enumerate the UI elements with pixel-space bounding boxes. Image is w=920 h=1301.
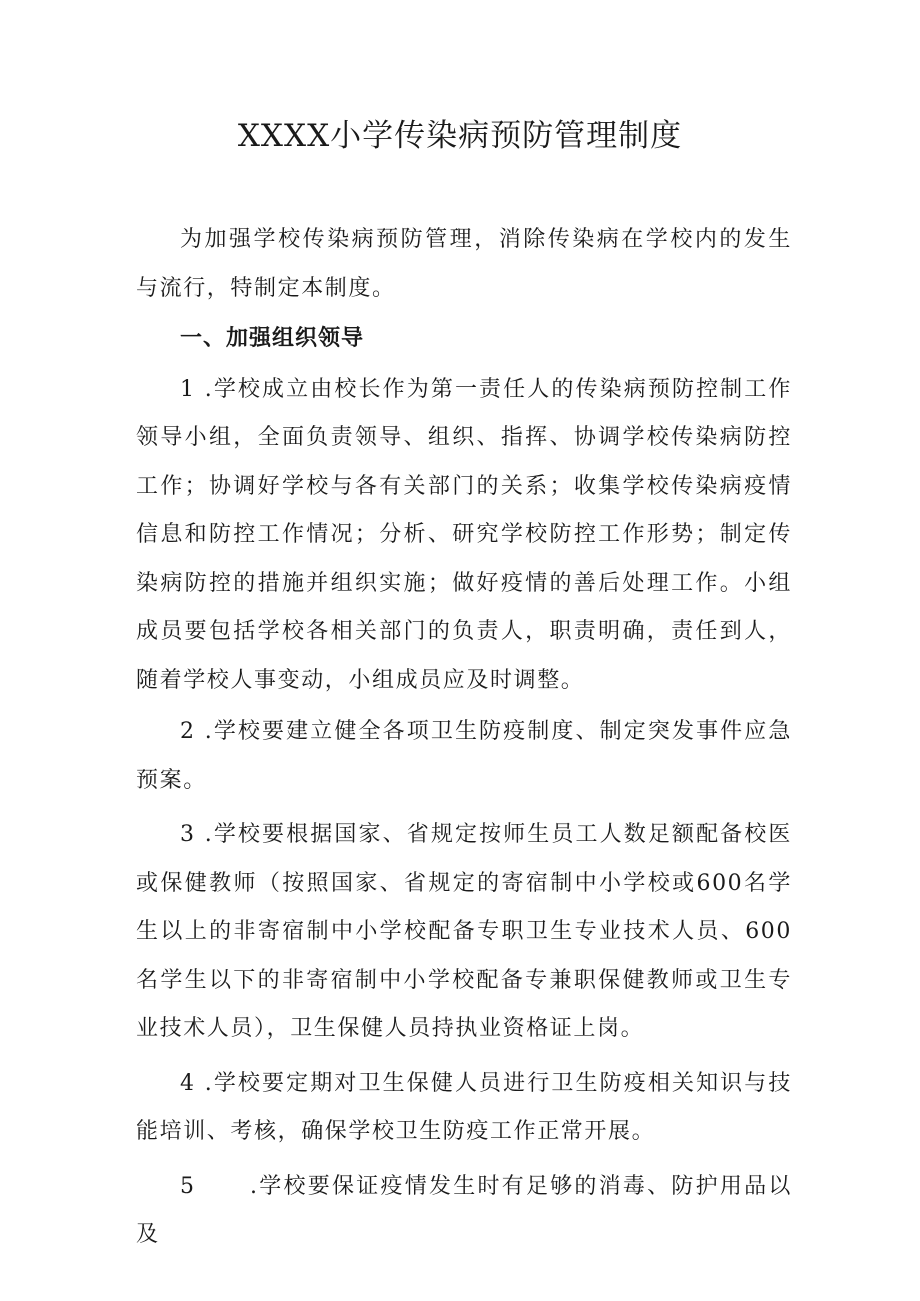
- item-text: .学校要定期对卫生保健人员进行卫生防疫相关知识与技能培训、考核，确保学校卫生防疫工作正常开展。: [136, 1070, 792, 1144]
- list-item-3: [136, 811, 792, 1054]
- item-number: 4: [180, 1070, 196, 1096]
- item-number: 3: [180, 822, 196, 847]
- document-title: XXXX小学传染病预防管理制度: [237, 118, 683, 154]
- item-number: 1: [180, 376, 196, 402]
- item-number: 2: [180, 719, 196, 744]
- intro-paragraph: 为加强学校传染病预防管理，消除传染病在学校内的发生与流行，特制定本制度。: [136, 227, 792, 301]
- section-heading: 一、加强组织领导: [180, 326, 365, 351]
- item-number: 5: [180, 1173, 196, 1199]
- document-body: [136, 216, 792, 1263]
- list-item-5: [136, 1163, 792, 1260]
- item-text: .学校要保证疫情发生时有足够的消毒、防护用品以及: [136, 1173, 792, 1247]
- item-text: .学校要根据国家、省规定按师生员工人数足额配备校医或保健教师（按照国家、省规定的寄宿制中小学校或600名学生以上的非寄宿制中小学校配备专职卫生专业技术人员、600名学生以下的非寄宿制中小学校配备专兼职保健教师或卫生专业技术人员），卫生保健人员持执业资格证上岗。: [136, 822, 792, 1041]
- item-text: .学校成立由校长作为第一责任人的传染病预防控制工作领导小组，全面负责领导、组织、指挥、协调学校传染病防控工作；协调好学校与各有关部门的关系；收集学校传染病疫情信息和防控工作情况；分析、研究学校防控工作形势；制定传染病防控的措施并组织实施；做好疫情的善后处理工作。小组成员要包括学校各相关部门的负责人，职责明确，责任到人，随着学校人事变动，小组成员应及时调整。: [136, 376, 792, 693]
- list-item-2: [136, 708, 792, 805]
- list-item-1: [136, 366, 792, 706]
- item-text: .学校要建立健全各项卫生防疫制度、制定突发事件应急预案。: [136, 719, 792, 793]
- list-item-4: [136, 1060, 792, 1157]
